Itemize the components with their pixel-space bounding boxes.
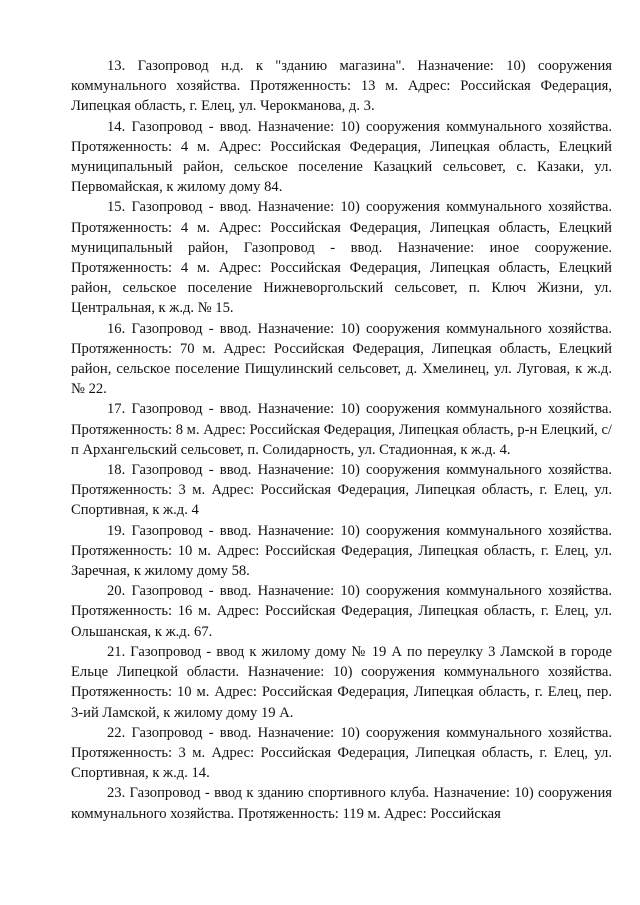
list-item-18: 18. Газопровод - ввод. Назначение: 10) сооружения коммунального хозяйства. Протяженность: 3 м. Адрес: Российская Федерация, Липецкая область, г. Елец, ул. Спортивная, к ж.д. 4: [71, 462, 612, 519]
list-item-20: 20. Газопровод - ввод. Назначение: 10) сооружения коммунального хозяйства. Протяженность: 16 м. Адрес: Российская Федерация, Липецкая область, г. Елец, ул. Ольшанская, к ж.д. 67.: [71, 583, 612, 640]
document-body: [71, 56, 612, 824]
list-item-13: 13. Газопровод н.д. к "зданию магазина". Назначение: 10) сооружения коммунального хозяйства. Протяженность: 13 м. Адрес: Российская Федерация, Липецкая область, г. Елец, ул. Черокманова, д. 3.: [71, 58, 612, 115]
list-item-22: 22. Газопровод - ввод. Назначение: 10) сооружения коммунального хозяйства. Протяженность: 3 м. Адрес: Российская Федерация, Липецкая область, г. Елец, ул. Спортивная, к ж.д. 14.: [71, 724, 612, 782]
list-item-19: 19. Газопровод - ввод. Назначение: 10) сооружения коммунального хозяйства. Протяженность: 10 м. Адрес: Российская Федерация, Липецкая область, г. Елец, ул. Заречная, к жилому дому 58.: [71, 522, 612, 580]
list-item-21: 21. Газопровод - ввод к жилому дому № 19 А по переулку 3 Ламской в городе Ельце Липецкой области. Назначение: 10) сооружения коммунального хозяйства. Протяженность: 10 м. Адрес: Российская Федерация, Липецкая область, г. Елец, пер. 3-ий Ламской, к жилому дому 19 А.: [71, 643, 612, 721]
list-item-16: 16. Газопровод - ввод. Назначение: 10) сооружения коммунального хозяйства. Протяженность: 70 м. Адрес: Российская Федерация, Липецкая область, Елецкий район, сельское поселение Пищулинский сельсовет, д. Хмелинец, ул. Луговая, к ж.д. № 22.: [71, 320, 612, 398]
list-item-14: 14. Газопровод - ввод. Назначение: 10) сооружения коммунального хозяйства. Протяженность: 4 м. Адрес: Российская Федерация, Липецкая область, Елецкий муниципальный район, сельское поселение Казацкий сельсовет, с. Казаки, ул. Первомайская, к жилому дому 84.: [71, 118, 612, 196]
list-item-15: 15. Газопровод - ввод. Назначение: 10) сооружения коммунального хозяйства. Протяженность: 4 м. Адрес: Российская Федерация, Липецкая область, Елецкий муниципальный район, Газопровод - ввод. Назначение: иное сооружение. Протяженность: 4 м. Адрес: Российская Федерация, Липецкая область, Елецкий район, сельское поселение Нижневоргольский сельсовет, п. Ключ Жизни, ул. Центральная, к ж.д. № 15.: [71, 199, 612, 317]
list-item-23: 23. Газопровод - ввод к зданию спортивного клуба. Назначение: 10) сооружения коммунального хозяйства. Протяженность: 119 м. Адрес: Российская: [71, 785, 612, 822]
list-item-17: 17. Газопровод - ввод. Назначение: 10) сооружения коммунального хозяйства. Протяженность: 8 м. Адрес: Российская Федерация, Липецкая область, р-н Елецкий, с/п Архангельский сельсовет, п. Солидарность, ул. Стадионная, к ж.д. 4.: [71, 401, 612, 458]
